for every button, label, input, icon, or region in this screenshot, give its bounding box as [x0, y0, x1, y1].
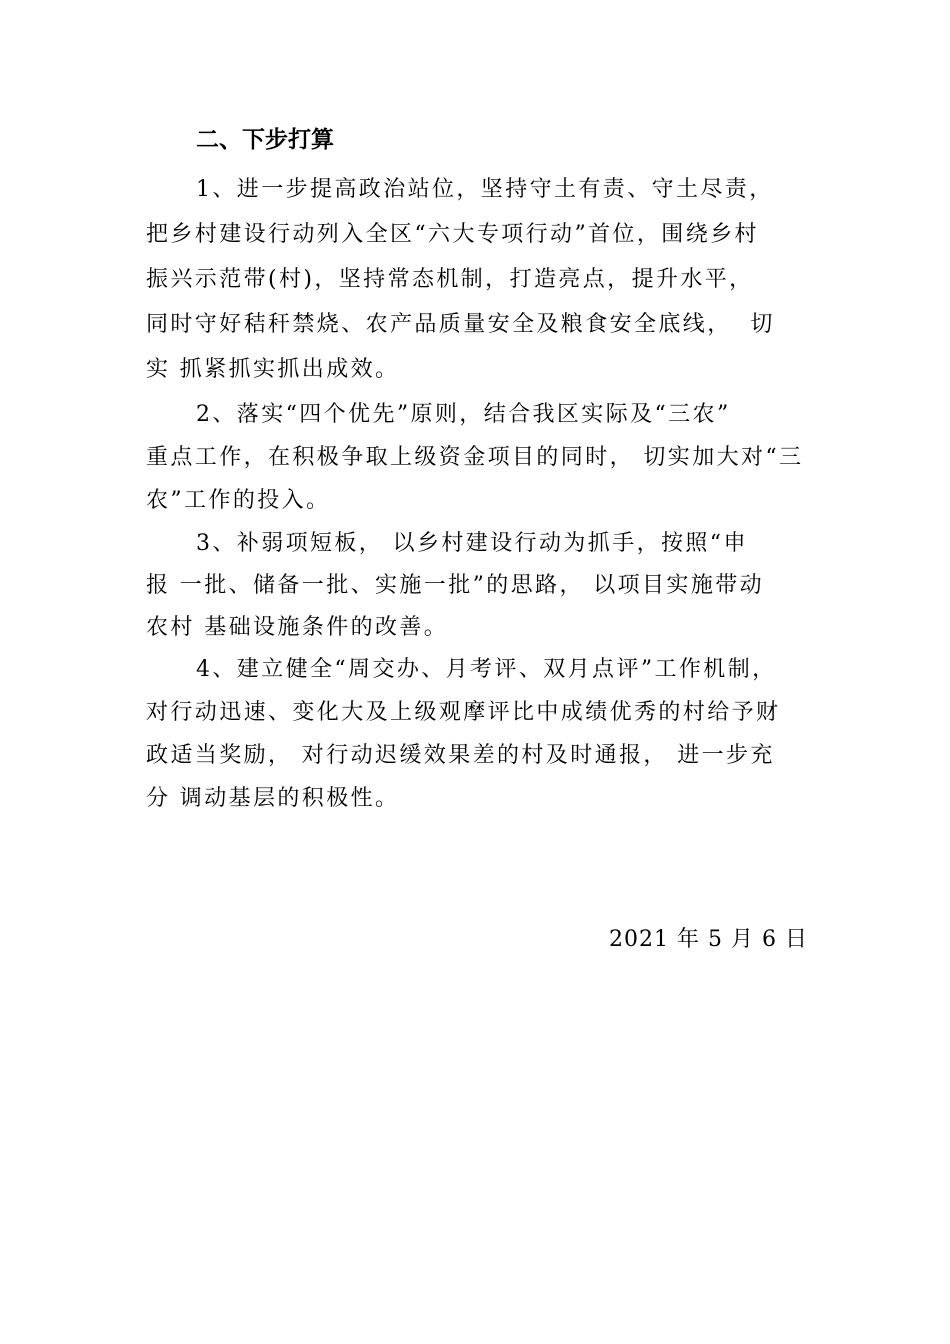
paragraph-4-line-1: 4、建立健全“周交办、月考评、双月点评”工作机制，	[196, 657, 777, 682]
paragraph-1-line-2: 把乡村建设行动列入全区“六大专项行动”首位，围绕乡村	[146, 222, 759, 247]
paragraph-2-line-2: 重点工作，在积极争取上级资金项目的同时， 切实加大对“三	[146, 445, 804, 470]
paragraph-3-line-2: 报 一批、储备一批、实施一批”的思路， 以项目实施带动	[146, 573, 765, 598]
paragraph-4-line-4: 分 调动基层的积极性。	[146, 786, 400, 811]
paragraph-2-line-1: 2、落实“四个优先”原则，结合我区实际及“三农”	[196, 402, 731, 427]
paragraph-1-line-1: 1、进一步提高政治站位，坚持守土有责、守土尽责，	[196, 177, 774, 202]
paragraph-3-line-3: 农村 基础设施条件的改善。	[146, 615, 449, 640]
paragraph-3-line-1: 3、补弱项短板， 以乡村建设行动为抓手，按照“申	[196, 531, 748, 556]
document-date: 2021 年 5 月 6 日	[609, 927, 808, 952]
paragraph-4-line-3: 政适当奖励， 对行动迟缓效果差的村及时通报， 进一步充	[146, 743, 775, 768]
section-heading: 二、下步打算	[196, 127, 334, 153]
paragraph-1-line-4: 同时守好秸秆禁烧、农产品质量安全及粮食安全底线， 切	[146, 312, 775, 337]
paragraph-2-line-3: 农”工作的投入。	[146, 488, 331, 513]
paragraph-1-line-5: 实 抓紧抓实抓出成效。	[146, 357, 400, 382]
paragraph-4-line-2: 对行动迅速、变化大及上级观摩评比中成绩优秀的村给予财	[146, 700, 781, 725]
paragraph-1-line-3: 振兴示范带(村)，坚持常态机制，打造亮点，提升水平，	[146, 267, 754, 292]
